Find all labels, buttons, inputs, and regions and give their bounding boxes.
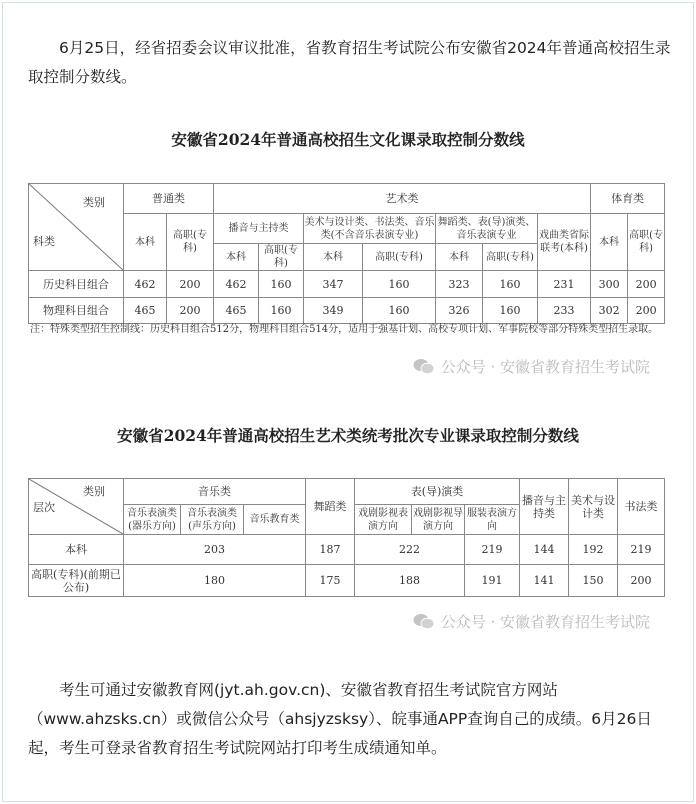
header-vocal: 音乐表演类(声乐方向): [181, 505, 244, 535]
header-broadcast: 播音与主持类: [214, 214, 304, 244]
table-cell: 160: [483, 271, 538, 298]
row-label: 历史科目组合: [29, 271, 124, 298]
table-cell: 349: [304, 298, 363, 324]
table-cell: 160: [363, 271, 436, 298]
row-label: 物理科目组合: [29, 298, 124, 324]
row-label: 本科: [29, 535, 124, 565]
table-cell: 302: [591, 298, 628, 324]
table-cell: 192: [569, 535, 618, 565]
header-opera: 戏曲类省际联考(本科): [538, 214, 591, 271]
table-cell: 141: [520, 565, 569, 597]
table-cell: 231: [538, 271, 591, 298]
header-gaozhi: 高职(专科): [363, 244, 436, 271]
table-cell: 347: [304, 271, 363, 298]
table2-title: 安徽省2024年普通高校招生艺术类统考批次专业课录取控制分数线: [117, 426, 579, 445]
table-cell: 160: [259, 298, 304, 324]
header-calligraphy: 书法类: [618, 479, 665, 535]
header-arts: 艺术类: [214, 184, 591, 214]
table-cell: 191: [465, 565, 520, 597]
header-general: 普通类: [124, 184, 214, 214]
intro-paragraph: 6月25日，经省招委会议审议批准，省教育招生考试院公布安徽省2024年普通高校招生录取控制分数线。: [28, 39, 671, 86]
table-cell: 233: [538, 298, 591, 324]
table-cell: 200: [167, 298, 214, 324]
header-acting: 戏剧影视表演方向: [355, 505, 412, 535]
table-cell: 462: [214, 271, 259, 298]
table1-cultural-scores: [28, 183, 665, 324]
header-sports: 体育类: [591, 184, 665, 214]
table-cell: 465: [124, 298, 167, 324]
table-cell: 160: [363, 298, 436, 324]
header-dance: 舞蹈类: [306, 479, 355, 535]
table-cell: 326: [436, 298, 483, 324]
header-art-design: 美术与设计类、书法类、音乐类(不含音乐表演专业): [304, 214, 436, 244]
table-cell: 175: [306, 565, 355, 597]
table-row: [29, 271, 665, 298]
table-cell: 203: [124, 535, 306, 565]
header-gaozhi: 高职(专科): [259, 244, 304, 271]
wechat-icon: [413, 358, 435, 375]
table-cell: 188: [355, 565, 465, 597]
header-directing: 戏剧影视导演方向: [412, 505, 465, 535]
header-gaozhi: 高职(专科): [628, 214, 665, 271]
table-cell: 200: [628, 298, 665, 324]
table-cell: 187: [306, 535, 355, 565]
wechat-icon: [413, 613, 435, 630]
table-cell: 150: [569, 565, 618, 597]
outro-paragraph: 考生可通过安徽教育网(jyt.ah.gov.cn)、安徽省教育招生考试院官方网站（www.ahzsks.cn）或微信公众号（ahsjyzsksy）、皖事通APP查询自己的成绩。6月26日起，考生可登录省教育招生考试院网站打印考生成绩通知单。: [28, 681, 652, 757]
table-cell: 144: [520, 535, 569, 565]
table-cell: 222: [355, 535, 465, 565]
table-cell: 180: [124, 565, 306, 597]
table2-art-scores: [28, 478, 665, 597]
header-benke: 本科: [436, 244, 483, 271]
table-row: [29, 298, 665, 324]
header-music-education: 音乐教育类: [244, 505, 306, 535]
table-cell: 465: [214, 298, 259, 324]
watermark: 公众号 · 安徽省教育招生考试院: [413, 611, 650, 632]
table-cell: 200: [167, 271, 214, 298]
header-instrumental: 音乐表演类(器乐方向): [124, 505, 181, 535]
table-cell: 323: [436, 271, 483, 298]
header-benke: 本科: [304, 244, 363, 271]
table-cell: 219: [465, 535, 520, 565]
watermark: 公众号 · 安徽省教育招生考试院: [413, 356, 650, 377]
header-costume: 服装表演方向: [465, 505, 520, 535]
table-cell: 300: [591, 271, 628, 298]
row-label: 高职(专科)(前期已公布): [29, 565, 124, 597]
header-benke: 本科: [214, 244, 259, 271]
table-cell: 200: [618, 565, 665, 597]
header-dance-drama: 舞蹈类、表(导)演类、音乐表演专业: [436, 214, 538, 244]
table-cell: 200: [628, 271, 665, 298]
table-cell: 462: [124, 271, 167, 298]
header-benke: 本科: [591, 214, 628, 271]
header-benke: 本科: [124, 214, 167, 271]
table1-note: 注：特殊类型招生控制线：历史科目组合512分，物理科目组合514分，适用于强基计划、高校专项计划、军事院校等部分特殊类型招生录取。: [30, 324, 659, 335]
table-cell: 160: [259, 271, 304, 298]
header-broadcast: 播音与主持类: [520, 479, 569, 535]
header-art-design: 美术与设计类: [569, 479, 618, 535]
table-cell: 160: [483, 298, 538, 324]
table1-title: 安徽省2024年普通高校招生文化课录取控制分数线: [171, 130, 525, 149]
table2-corner-header: 类别 层次: [29, 479, 124, 535]
table1-corner-header: 类别 科类: [29, 184, 124, 271]
table-row: [29, 535, 665, 565]
header-gaozhi: 高职(专科): [167, 214, 214, 271]
header-music: 音乐类: [124, 479, 306, 505]
table-cell: 219: [618, 535, 665, 565]
table-row: [29, 565, 665, 597]
header-drama: 表(导)演类: [355, 479, 520, 505]
header-gaozhi: 高职(专科): [483, 244, 538, 271]
